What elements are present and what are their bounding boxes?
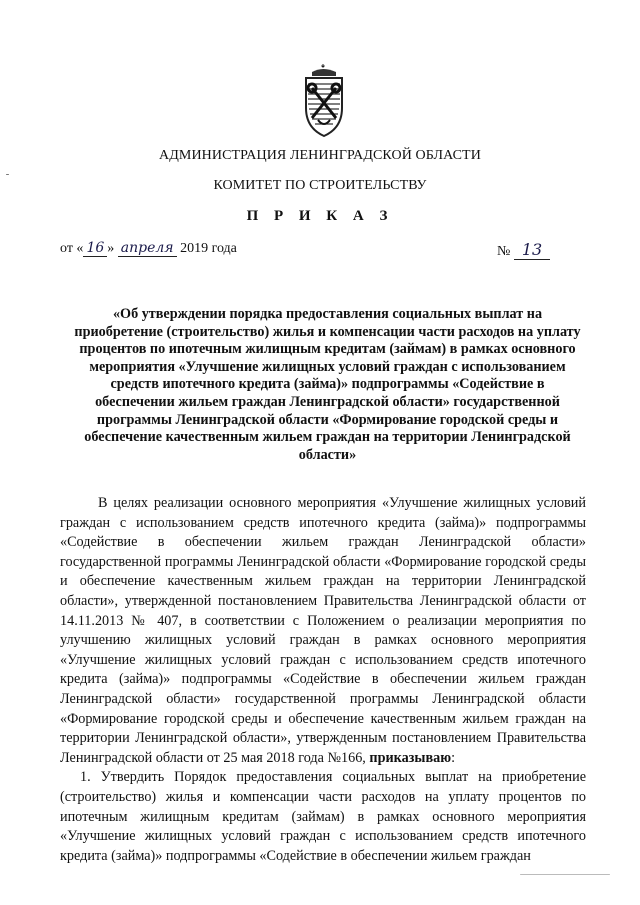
item-1-paragraph: 1. Утвердить Порядок предоставления социальных выплат на приобретение (строительство) жилья и компенсации части расходов на уплату процентов по ипотечным жилищным кредитам (займам) в рамках основного мероприятия «Улучшение жилищных условий граждан с использованием средств ипотечного кредита (займа)» подпрограммы «Содействие в обеспечении жильем граждан xyxy=(60,769,586,864)
organization-name: АДМИНИСТРАЦИЯ ЛЕНИНГРАДСКОЙ ОБЛАСТИ xyxy=(159,148,481,163)
number-value-handwritten: 13 xyxy=(514,240,550,260)
order-subject: «Об утверждении порядка предоставления социальных выплат на приобретение (строительство) жилья и компенсации части расходов на уплату процентов по ипотечным жилищным кредитам (займам) в рамках основного мероприятия «Улучшение жилищных условий граждан с использованием средств ипотечного кредита (займа)» подпрограммы «Содействие в обеспечении жильем граждан Ленинградской области» государственной программы Ленинградской области «Формирование городской среды и обеспечение качественным жильем граждан на территории Ленинградской области» xyxy=(74,306,581,463)
order-date xyxy=(60,240,237,257)
date-prefix: от « xyxy=(60,241,84,256)
coat-of-arms-emblem xyxy=(298,62,350,138)
date-middle: » xyxy=(107,241,115,256)
scan-mark xyxy=(322,64,324,66)
scan-mark xyxy=(6,174,9,175)
order-number xyxy=(497,240,550,260)
date-day-handwritten: 16 xyxy=(83,240,107,257)
date-month-handwritten: апреля xyxy=(118,240,177,257)
number-prefix: № xyxy=(497,244,511,259)
order-body xyxy=(60,494,586,866)
preamble-paragraph xyxy=(60,494,586,768)
document-type-title: П Р И К А З xyxy=(246,208,394,224)
scan-mark xyxy=(520,874,610,875)
date-year: 2019 года xyxy=(180,241,237,256)
order-verb: приказываю xyxy=(369,749,452,766)
preamble-text: В целях реализации основного мероприятия «Улучшение жилищных условий граждан с использованием средств ипотечного кредита (займа)» подпрограммы «Содействие в обеспечении жильем граждан Ленинградской области» государственной программы Ленинградской области «Формирование городской среды и обеспечение качественным жильем граждан на территории Ленинградской области», утвержденной постановлением Правительства Ленинградской области от 14.11.2013 № 407, в соответствии с Положением о реализации мероприятия по улучшению жилищных условий граждан в рамках основного мероприятия «Улучшение жилищных условий граждан с использованием средств ипотечного кредита (займа)» подпрограммы «Содействие в обеспечении жильем граждан Ленинградской области» государственной программы Ленинградской области «Формирование городской среды и обеспечение качественным жильем граждан на территории Ленинградской области», утвержденным постановлением Правительства Ленинградской области от 25 мая 2018 года №166, xyxy=(60,495,586,766)
committee-name: КОМИТЕТ ПО СТРОИТЕЛЬСТВУ xyxy=(213,178,427,193)
preamble-colon: : xyxy=(451,749,456,766)
